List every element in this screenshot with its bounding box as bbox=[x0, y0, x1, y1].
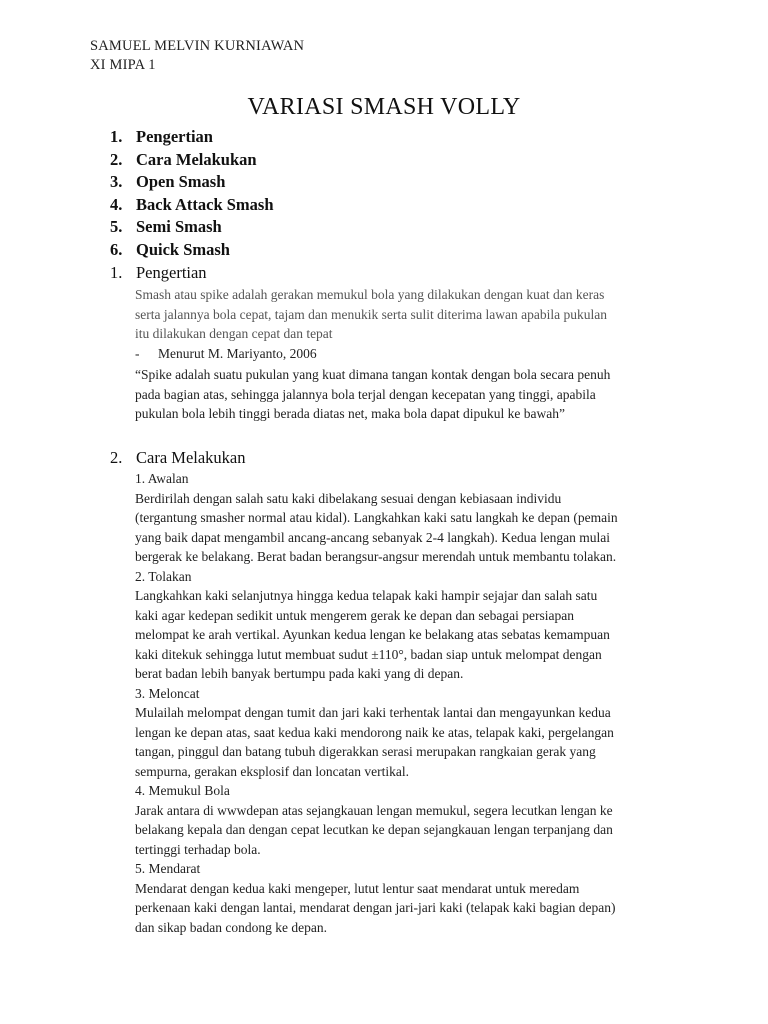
author-name: SAMUEL MELVIN KURNIAWAN bbox=[90, 38, 305, 54]
step-heading: 3. Meloncat bbox=[135, 685, 200, 701]
paragraph-line: sempurna, gerakan eksplosif dan loncatan vertikal. bbox=[135, 763, 410, 779]
toc-number: 5. bbox=[110, 217, 123, 237]
table-of-contents bbox=[110, 126, 274, 262]
toc-item bbox=[110, 194, 274, 217]
paragraph-line: Berdirilah dengan salah satu kaki dibelakang sesuai dengan kebiasaan individu bbox=[135, 490, 562, 506]
source-citation bbox=[135, 344, 675, 364]
quote-line: “Spike adalah suatu pukulan yang kuat dimana tangan kontak dengan bola secara penuh bbox=[135, 367, 611, 382]
step-heading: 1. Awalan bbox=[135, 471, 189, 486]
steps-body bbox=[135, 469, 675, 937]
author-class: XI MIPA 1 bbox=[90, 57, 156, 73]
toc-label: Pengertian bbox=[136, 127, 213, 146]
dash-bullet: - bbox=[135, 346, 140, 361]
paragraph-line: (tergantung smasher normal atau kidal). Langkahkan kaki satu langkah ke depan (pemain bbox=[135, 510, 618, 525]
toc-number: 1. bbox=[110, 127, 123, 146]
toc-label: Quick Smash bbox=[136, 239, 230, 259]
section-number: 2. bbox=[110, 448, 123, 467]
toc-number: 3. bbox=[110, 172, 123, 192]
author-block bbox=[90, 37, 304, 75]
toc-item bbox=[110, 216, 274, 239]
paragraph-line: melompat ke arah vertikal. Ayunkan kedua lengan ke belakang atas sebatas kemampuan bbox=[135, 627, 610, 642]
paragraph-line: bergerak ke belakang. Berat badan berangsur-angsur merendah untuk membantu tolakan. bbox=[135, 549, 617, 564]
paragraph-line: serta jalannya bola cepat, tajam dan menukik serta sulit diterima lawan apabila pukulan bbox=[135, 306, 607, 322]
paragraph-line: kaki ditekuk sehingga lutut membuat sudut ±110°, badan siap untuk melompat dengan bbox=[135, 646, 602, 662]
paragraph-line: Jarak antara di wwwdepan atas sejangkauan lengan memukul, segera lecutkan lengan ke bbox=[135, 802, 613, 818]
toc-label: Open Smash bbox=[136, 172, 226, 192]
section-title: Cara Melakukan bbox=[136, 448, 246, 467]
step-heading: 5. Mendarat bbox=[135, 861, 201, 876]
step-heading: 2. Tolakan bbox=[135, 568, 192, 584]
quote-line: pukulan bola lebih tinggi berada diatas net, maka bola dapat dipukul ke bawah” bbox=[135, 406, 565, 421]
paragraph-line: tangan, pinggul dan batang tubuh digerakkan serasi merupakan rangkaian gerak yang bbox=[135, 744, 596, 759]
quote-line: pada bagian atas, sehingga jalannya bola terjal dengan kecepatan yang tinggi, apabila bbox=[135, 386, 596, 402]
toc-item bbox=[110, 239, 274, 262]
paragraph-line: belakang kepala dan dengan cepat lecutkan ke depan sejangkauan lengan terpanjang dan bbox=[135, 822, 613, 837]
toc-label: Back Attack Smash bbox=[136, 194, 274, 214]
section-title: Pengertian bbox=[136, 263, 207, 282]
paragraph-line: dan sikap badan condong ke depan. bbox=[135, 919, 327, 935]
paragraph-line: lengan ke depan atas, saat kedua kaki mendorong naik ke atas, telapak kaki, pergelangan bbox=[135, 724, 614, 740]
paragraph-line: Smash atau spike adalah gerakan memukul bola yang dilakukan dengan kuat dan keras bbox=[135, 287, 605, 302]
paragraph-line: itu dilakukan dengan cepat dan tepat bbox=[135, 326, 333, 341]
toc-number: 6. bbox=[110, 239, 123, 259]
toc-item bbox=[110, 149, 274, 172]
toc-item bbox=[110, 171, 274, 194]
document-title: VARIASI SMASH VOLLY bbox=[247, 94, 521, 120]
section-number: 1. bbox=[110, 263, 123, 282]
definition-paragraph bbox=[135, 285, 675, 344]
section-heading-pengertian bbox=[110, 262, 207, 284]
quote-paragraph bbox=[135, 365, 675, 424]
toc-label: Semi Smash bbox=[136, 217, 222, 237]
paragraph-line: Mendarat dengan kedua kaki mengeper, lutut lentur saat mendarat untuk meredam bbox=[135, 880, 580, 896]
paragraph-line: kaki agar kedepan sedikit untuk mengerem gerak ke depan dan sebagai persiapan bbox=[135, 607, 574, 623]
toc-number: 2. bbox=[110, 149, 123, 169]
step-heading: 4. Memukul Bola bbox=[135, 783, 230, 798]
toc-label: Cara Melakukan bbox=[136, 149, 257, 169]
paragraph-line: Mulailah melompat dengan tumit dan jari kaki terhentak lantai dan mengayunkan kedua bbox=[135, 705, 611, 720]
section-heading-cara-melakukan bbox=[110, 447, 246, 469]
paragraph-line: perkenaan kaki dengan lantai, mendarat dengan jari-jari kaki (telapak kaki bagian depan) bbox=[135, 900, 616, 915]
paragraph-line: berat badan lebih banyak bertumpu pada kaki yang di depan. bbox=[135, 666, 464, 681]
paragraph-line: yang baik dapat mengambil ancang-ancang sebanyak 2-4 langkah). Kedua lengan mulai bbox=[135, 529, 610, 545]
paragraph-line: tertinggi terhadap bola. bbox=[135, 841, 261, 857]
source-text: Menurut M. Mariyanto, 2006 bbox=[158, 346, 317, 361]
paragraph-line: Langkahkan kaki selanjutnya hingga kedua telapak kaki hampir sejajar dan salah satu bbox=[135, 588, 598, 603]
toc-item bbox=[110, 126, 274, 149]
toc-number: 4. bbox=[110, 194, 123, 214]
